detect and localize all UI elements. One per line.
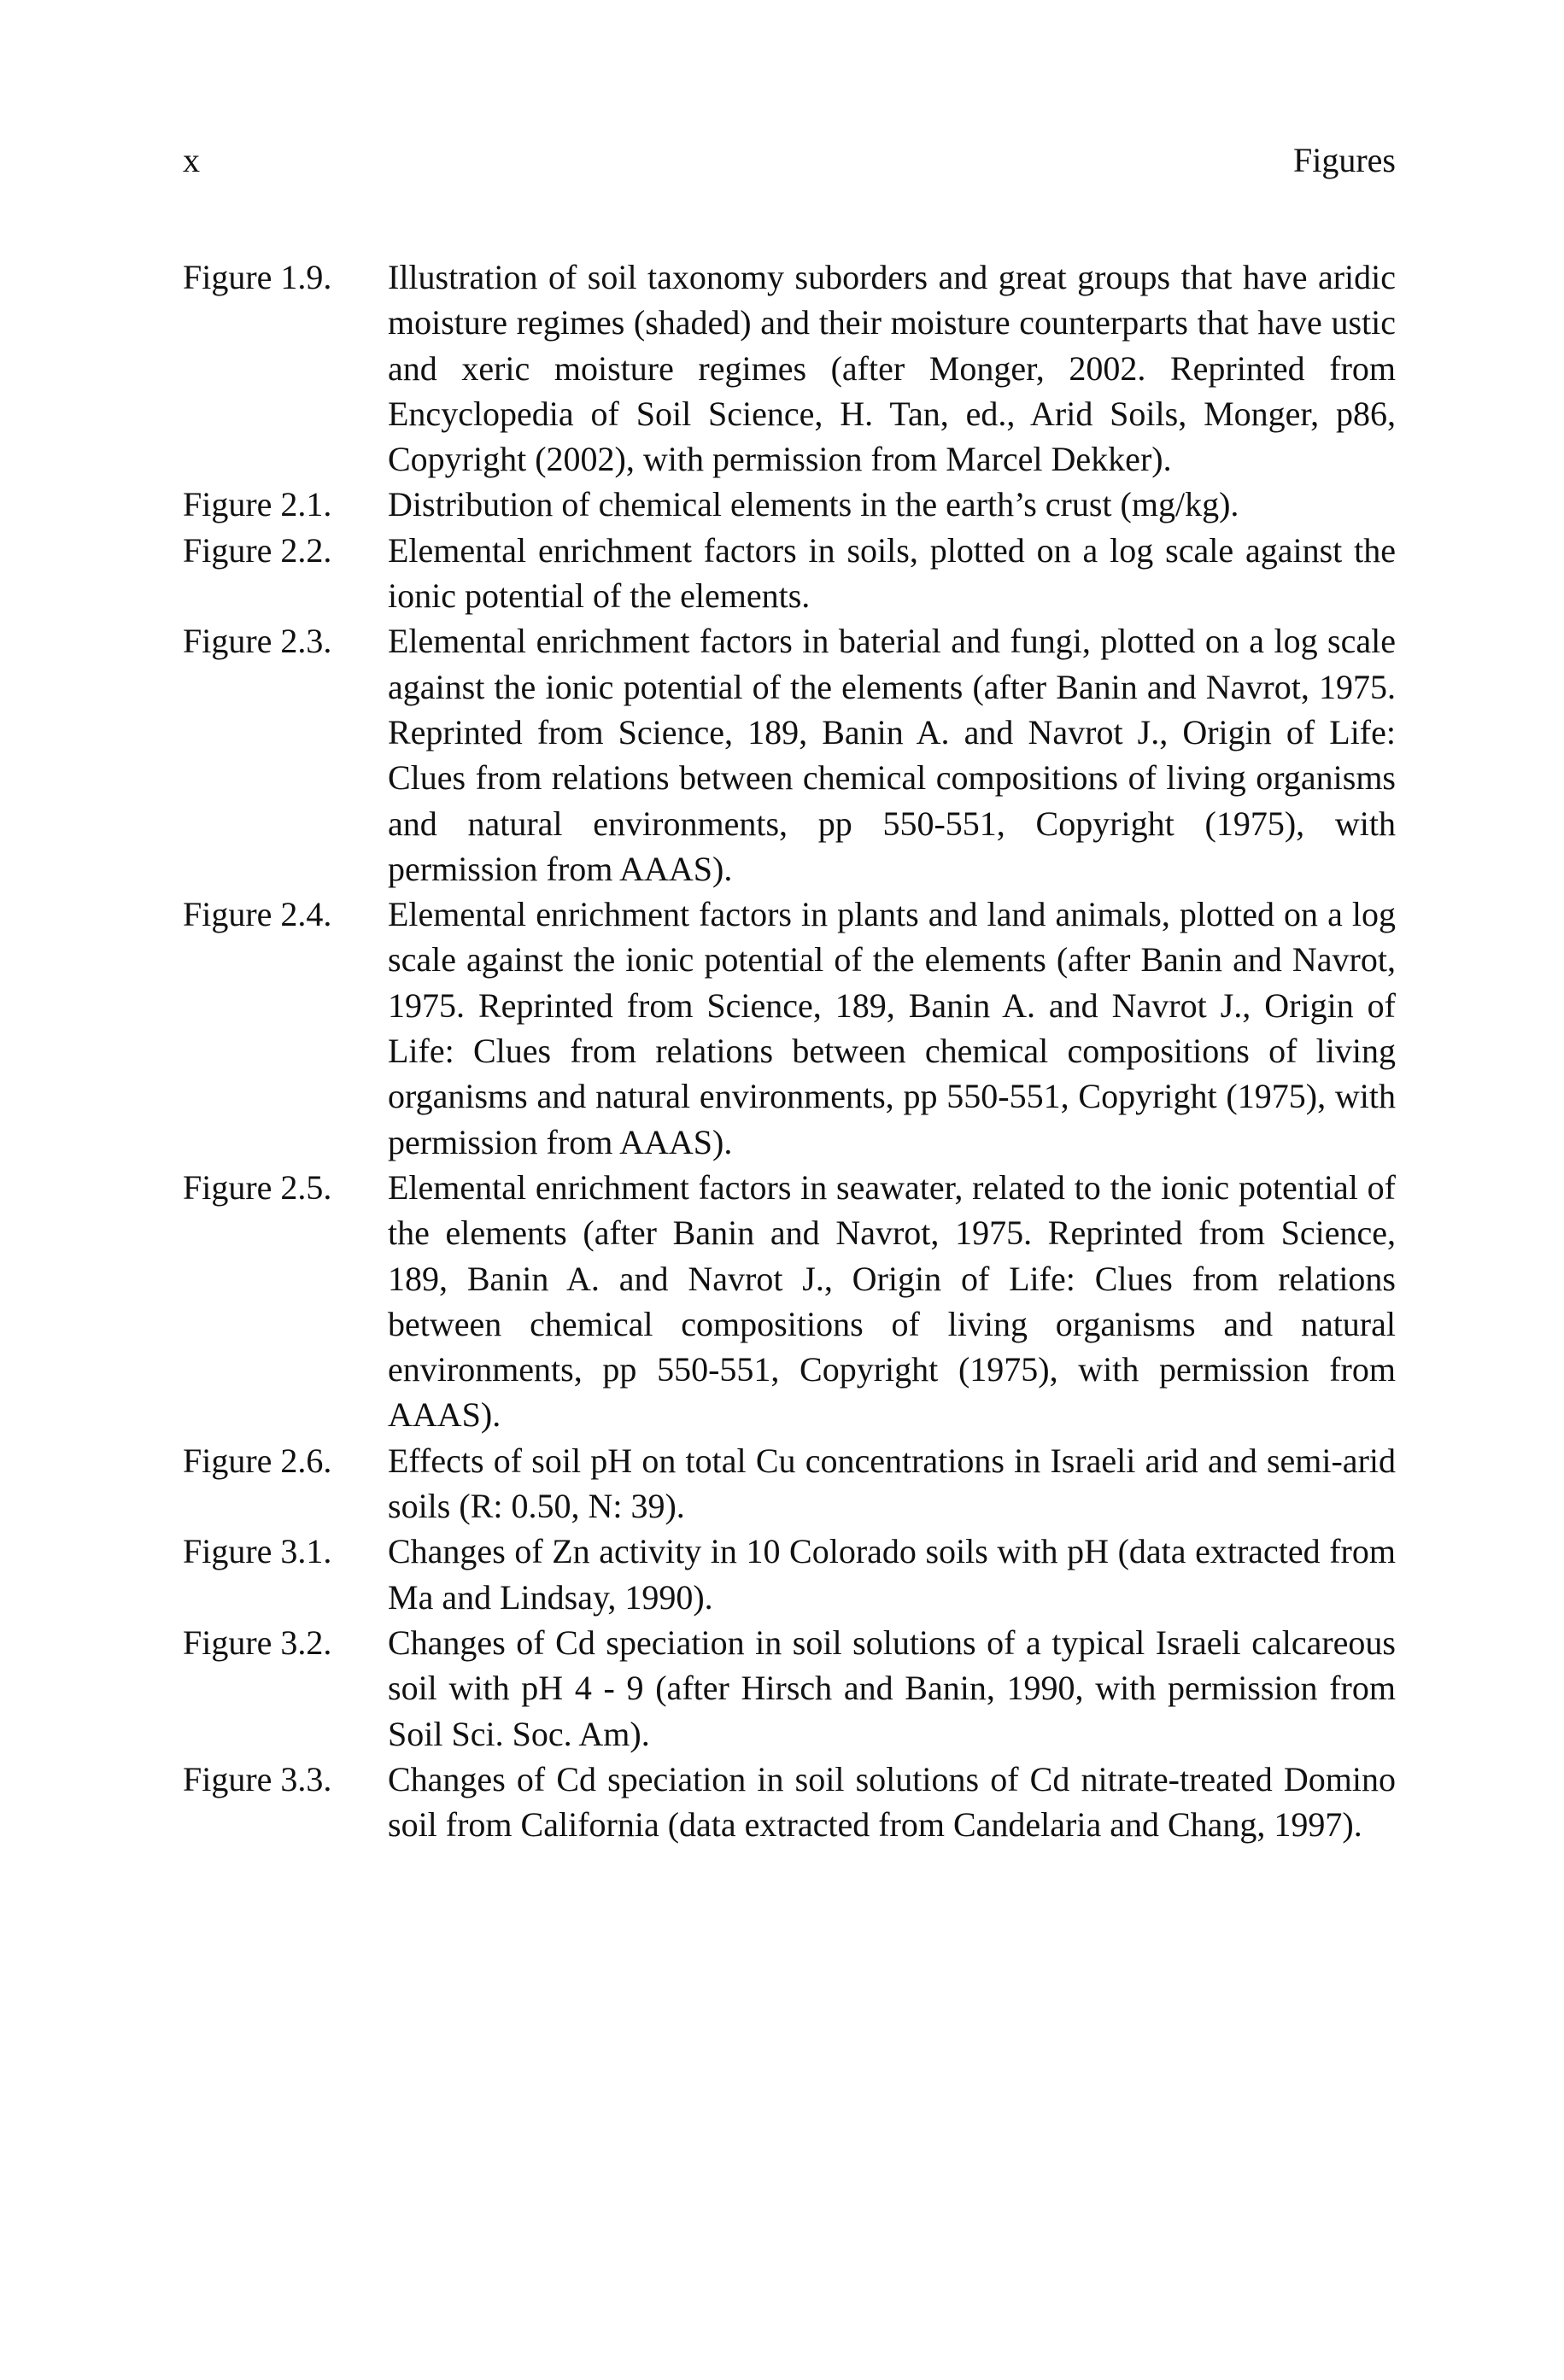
page-number: x [183, 141, 200, 179]
figure-entry [183, 1165, 1396, 1438]
figure-caption: Elemental enrichment factors in plants and land animals, plotted on a log scale against the ionic potential of the elements (after Banin and Navrot, 1975. Reprinted from Science, 189, Banin A. and Navrot J., Origin of Life: Clues from relations between chemical compositions of living organisms and natural environments, pp 550-551, Copyright (1975), with permission from AAAS). [388, 895, 1396, 1161]
figure-number: Figure 3.1. [183, 1532, 332, 1571]
running-head: Figures [1293, 141, 1396, 179]
figure-caption: Elemental enrichment factors in seawater, related to the ionic potential of the elements (after Banin and Navrot, 1975. Reprinted from Science, 189, Banin A. and Navrot J., Origin of Life: Clues from relations between chemical compositions of living organisms and natural environments, pp 550-551, Copyright (1975), with permission from AAAS). [388, 1167, 1396, 1435]
figure-entry [183, 1620, 1396, 1757]
figure-entry [183, 1529, 1396, 1620]
figure-number: Figure 2.2. [183, 530, 332, 570]
figure-entry [183, 1438, 1396, 1529]
figure-number: Figure 3.2. [183, 1623, 332, 1662]
figure-caption: Changes of Cd speciation in soil solutions of a typical Israeli calcareous soil with pH 4 - 9 (after Hirsch and Banin, 1990, with permission from Soil Sci. Soc. Am). [388, 1623, 1396, 1753]
page-header [183, 135, 1396, 186]
figure-caption: Changes of Cd speciation in soil solutions of Cd nitrate-treated Domino soil from California (data extracted from Candelaria and Chang, 1997). [388, 1759, 1396, 1845]
figure-entry [183, 892, 1396, 1165]
figure-caption: Illustration of soil taxonomy suborders and great groups that have aridic moisture regimes (shaded) and their moisture counterparts that have ustic and xeric moisture regimes (after Monger, 2002. Reprinted from Encyclopedia of Soil Science, H. Tan, ed., Arid Soils, Monger, p86, Copyright (2002), with permission from Marcel Dekker). [388, 258, 1396, 479]
figure-caption: Effects of soil pH on total Cu concentrations in Israeli arid and semi-arid soils (R: 0.50, N: 39). [388, 1441, 1396, 1526]
figure-number: Figure 2.4. [183, 895, 332, 934]
figure-caption: Elemental enrichment factors in baterial and fungi, plotted on a log scale against the ionic potential of the elements (after Banin and Navrot, 1975. Reprinted from Science, 189, Banin A. and Navrot J., Origin of Life: Clues from relations between chemical compositions of living organisms and natural environments, pp 550-551, Copyright (1975), with permission from AAAS). [388, 622, 1396, 888]
figure-list [183, 254, 1396, 1847]
figure-number: Figure 2.5. [183, 1167, 332, 1207]
figure-caption: Elemental enrichment factors in soils, plotted on a log scale against the ionic potential of the elements. [388, 530, 1396, 616]
figure-entry [183, 1757, 1396, 1848]
figure-number: Figure 3.3. [183, 1759, 332, 1798]
figure-entry [183, 528, 1396, 619]
figure-caption: Changes of Zn activity in 10 Colorado soils with pH (data extracted from Ma and Lindsay, 1990). [388, 1532, 1396, 1617]
figure-entry [183, 482, 1396, 527]
figure-caption: Distribution of chemical elements in the earth’s crust (mg/kg). [388, 485, 1239, 524]
figure-number: Figure 2.6. [183, 1441, 332, 1480]
figure-number: Figure 2.3. [183, 622, 332, 661]
figure-number: Figure 1.9. [183, 258, 332, 296]
figure-entry [183, 618, 1396, 892]
figure-entry [183, 254, 1396, 482]
figure-number: Figure 2.1. [183, 485, 332, 524]
